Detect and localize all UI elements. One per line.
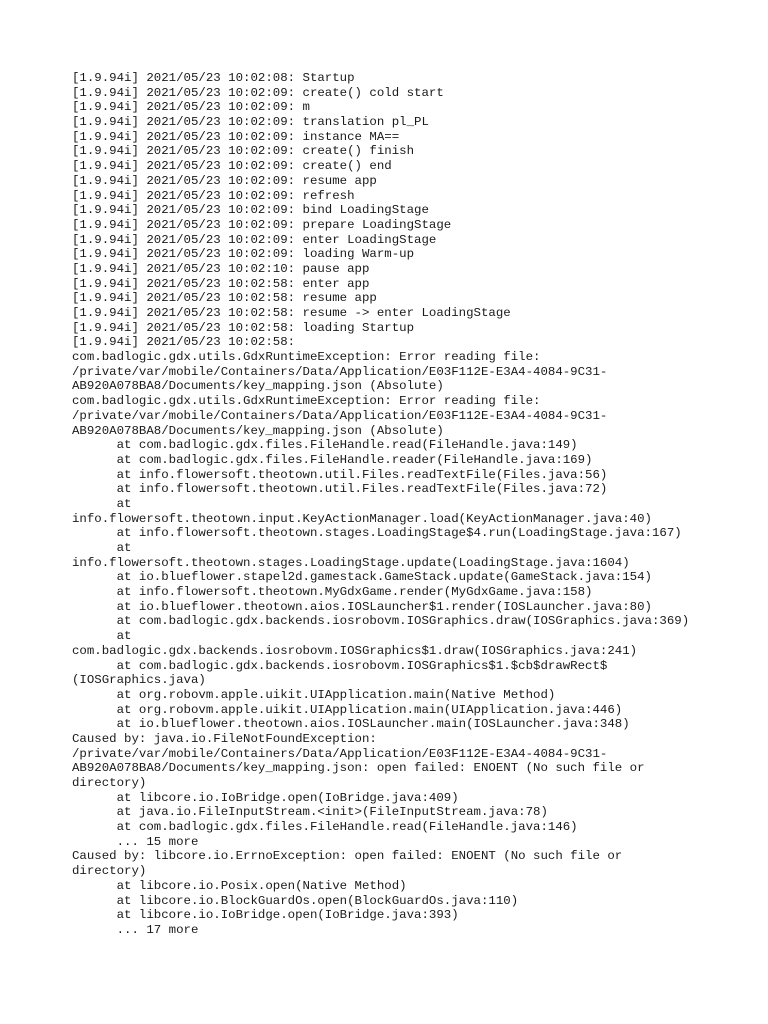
log-line: AB920A078BA8/Documents/key_mapping.json (Absolute) bbox=[72, 379, 444, 394]
log-line: at com.badlogic.gdx.backends.iosrobovm.IOSGraphics.draw(IOSGraphics.java:369) bbox=[72, 614, 690, 629]
log-line: [1.9.94i] 2021/05/23 10:02:58: bbox=[72, 335, 296, 350]
log-line: at bbox=[72, 629, 132, 644]
log-line: at java.io.FileInputStream.<init>(FileInputStream.java:78) bbox=[72, 805, 548, 820]
log-line: at bbox=[72, 496, 132, 511]
log-line: (IOSGraphics.java) bbox=[72, 673, 206, 688]
log-line: /private/var/mobile/Containers/Data/Application/E03F112E-E3A4-4084-9C31- bbox=[72, 364, 608, 379]
log-line: [1.9.94i] 2021/05/23 10:02:58: resume app bbox=[72, 291, 377, 306]
log-line: at info.flowersoft.theotown.MyGdxGame.render(MyGdxGame.java:158) bbox=[72, 585, 593, 600]
log-line: at com.badlogic.gdx.files.FileHandle.read(FileHandle.java:146) bbox=[72, 820, 578, 835]
log-line: com.badlogic.gdx.utils.GdxRuntimeException: Error reading file: bbox=[72, 350, 541, 365]
log-line: AB920A078BA8/Documents/key_mapping.json (Absolute) bbox=[72, 423, 444, 438]
log-line: info.flowersoft.theotown.input.KeyActionManager.load(KeyActionManager.java:40) bbox=[72, 511, 652, 526]
log-line: [1.9.94i] 2021/05/23 10:02:58: loading Startup bbox=[72, 320, 415, 335]
log-line: [1.9.94i] 2021/05/23 10:02:09: refresh bbox=[72, 188, 355, 203]
log-line: [1.9.94i] 2021/05/23 10:02:09: create() finish bbox=[72, 144, 415, 159]
log-line: [1.9.94i] 2021/05/23 10:02:08: Startup bbox=[72, 71, 355, 85]
log-line: at libcore.io.BlockGuardOs.open(BlockGuardOs.java:110) bbox=[72, 893, 519, 908]
log-line: at libcore.io.IoBridge.open(IoBridge.java:393) bbox=[72, 908, 459, 923]
log-document bbox=[72, 71, 732, 938]
log-line: com.badlogic.gdx.backends.iosrobovm.IOSGraphics$1.draw(IOSGraphics.java:241) bbox=[72, 643, 638, 658]
log-line: at com.badlogic.gdx.files.FileHandle.read(FileHandle.java:149) bbox=[72, 438, 578, 453]
log-line: [1.9.94i] 2021/05/23 10:02:09: loading Warm-up bbox=[72, 247, 415, 262]
log-line: [1.9.94i] 2021/05/23 10:02:09: m bbox=[72, 100, 310, 115]
log-line: /private/var/mobile/Containers/Data/Application/E03F112E-E3A4-4084-9C31- bbox=[72, 746, 608, 761]
log-line: [1.9.94i] 2021/05/23 10:02:09: prepare LoadingStage bbox=[72, 217, 452, 232]
log-line: at io.blueflower.stapel2d.gamestack.GameStack.update(GameStack.java:154) bbox=[72, 570, 652, 585]
log-line: Caused by: libcore.io.ErrnoException: open failed: ENOENT (No such file or bbox=[72, 849, 623, 864]
log-line: [1.9.94i] 2021/05/23 10:02:09: resume app bbox=[72, 173, 377, 188]
log-line: at com.badlogic.gdx.backends.iosrobovm.IOSGraphics$1.$cb$drawRect$ bbox=[72, 658, 608, 673]
log-line: Caused by: java.io.FileNotFoundException: bbox=[72, 731, 377, 746]
log-line: [1.9.94i] 2021/05/23 10:02:09: create() cold start bbox=[72, 85, 444, 100]
log-line: [1.9.94i] 2021/05/23 10:02:58: enter app bbox=[72, 276, 370, 291]
log-line: at bbox=[72, 541, 132, 555]
log-line: at info.flowersoft.theotown.stages.LoadingStage$4.run(LoadingStage.java:167) bbox=[72, 526, 682, 541]
log-line: [1.9.94i] 2021/05/23 10:02:58: resume -> enter LoadingStage bbox=[72, 306, 511, 320]
log-line: at io.blueflower.theotown.aios.IOSLauncher$1.render(IOSLauncher.java:80) bbox=[72, 599, 652, 614]
log-line: [1.9.94i] 2021/05/23 10:02:10: pause app bbox=[72, 261, 370, 276]
log-line: [1.9.94i] 2021/05/23 10:02:09: translation pl_PL bbox=[72, 115, 429, 130]
log-line: [1.9.94i] 2021/05/23 10:02:09: enter LoadingStage bbox=[72, 232, 437, 247]
log-line: at org.robovm.apple.uikit.UIApplication.main(UIApplication.java:446) bbox=[72, 702, 623, 717]
log-line: [1.9.94i] 2021/05/23 10:02:09: create() end bbox=[72, 159, 392, 174]
log-line: at libcore.io.IoBridge.open(IoBridge.java:409) bbox=[72, 790, 459, 805]
log-line: at libcore.io.Posix.open(Native Method) bbox=[72, 878, 407, 893]
log-line: at com.badlogic.gdx.files.FileHandle.reader(FileHandle.java:169) bbox=[72, 452, 593, 467]
log-line: directory) bbox=[72, 864, 147, 879]
log-line: at io.blueflower.theotown.aios.IOSLauncher.main(IOSLauncher.java:348) bbox=[72, 717, 630, 732]
log-line: ... 17 more bbox=[72, 922, 199, 937]
log-line: at org.robovm.apple.uikit.UIApplication.main(Native Method) bbox=[72, 687, 556, 702]
log-line: AB920A078BA8/Documents/key_mapping.json: open failed: ENOENT (No such file or bbox=[72, 761, 645, 776]
log-line: [1.9.94i] 2021/05/23 10:02:09: bind LoadingStage bbox=[72, 203, 429, 218]
log-line: directory) bbox=[72, 776, 147, 790]
log-line: info.flowersoft.theotown.stages.LoadingStage.update(LoadingStage.java:1604) bbox=[72, 555, 630, 570]
log-line: ... 15 more bbox=[72, 834, 199, 849]
log-line: at info.flowersoft.theotown.util.Files.readTextFile(Files.java:56) bbox=[72, 467, 608, 482]
log-line: at info.flowersoft.theotown.util.Files.readTextFile(Files.java:72) bbox=[72, 482, 608, 497]
log-line: com.badlogic.gdx.utils.GdxRuntimeException: Error reading file: bbox=[72, 394, 541, 409]
log-line: /private/var/mobile/Containers/Data/Application/E03F112E-E3A4-4084-9C31- bbox=[72, 408, 608, 423]
log-line: [1.9.94i] 2021/05/23 10:02:09: instance MA== bbox=[72, 129, 400, 144]
